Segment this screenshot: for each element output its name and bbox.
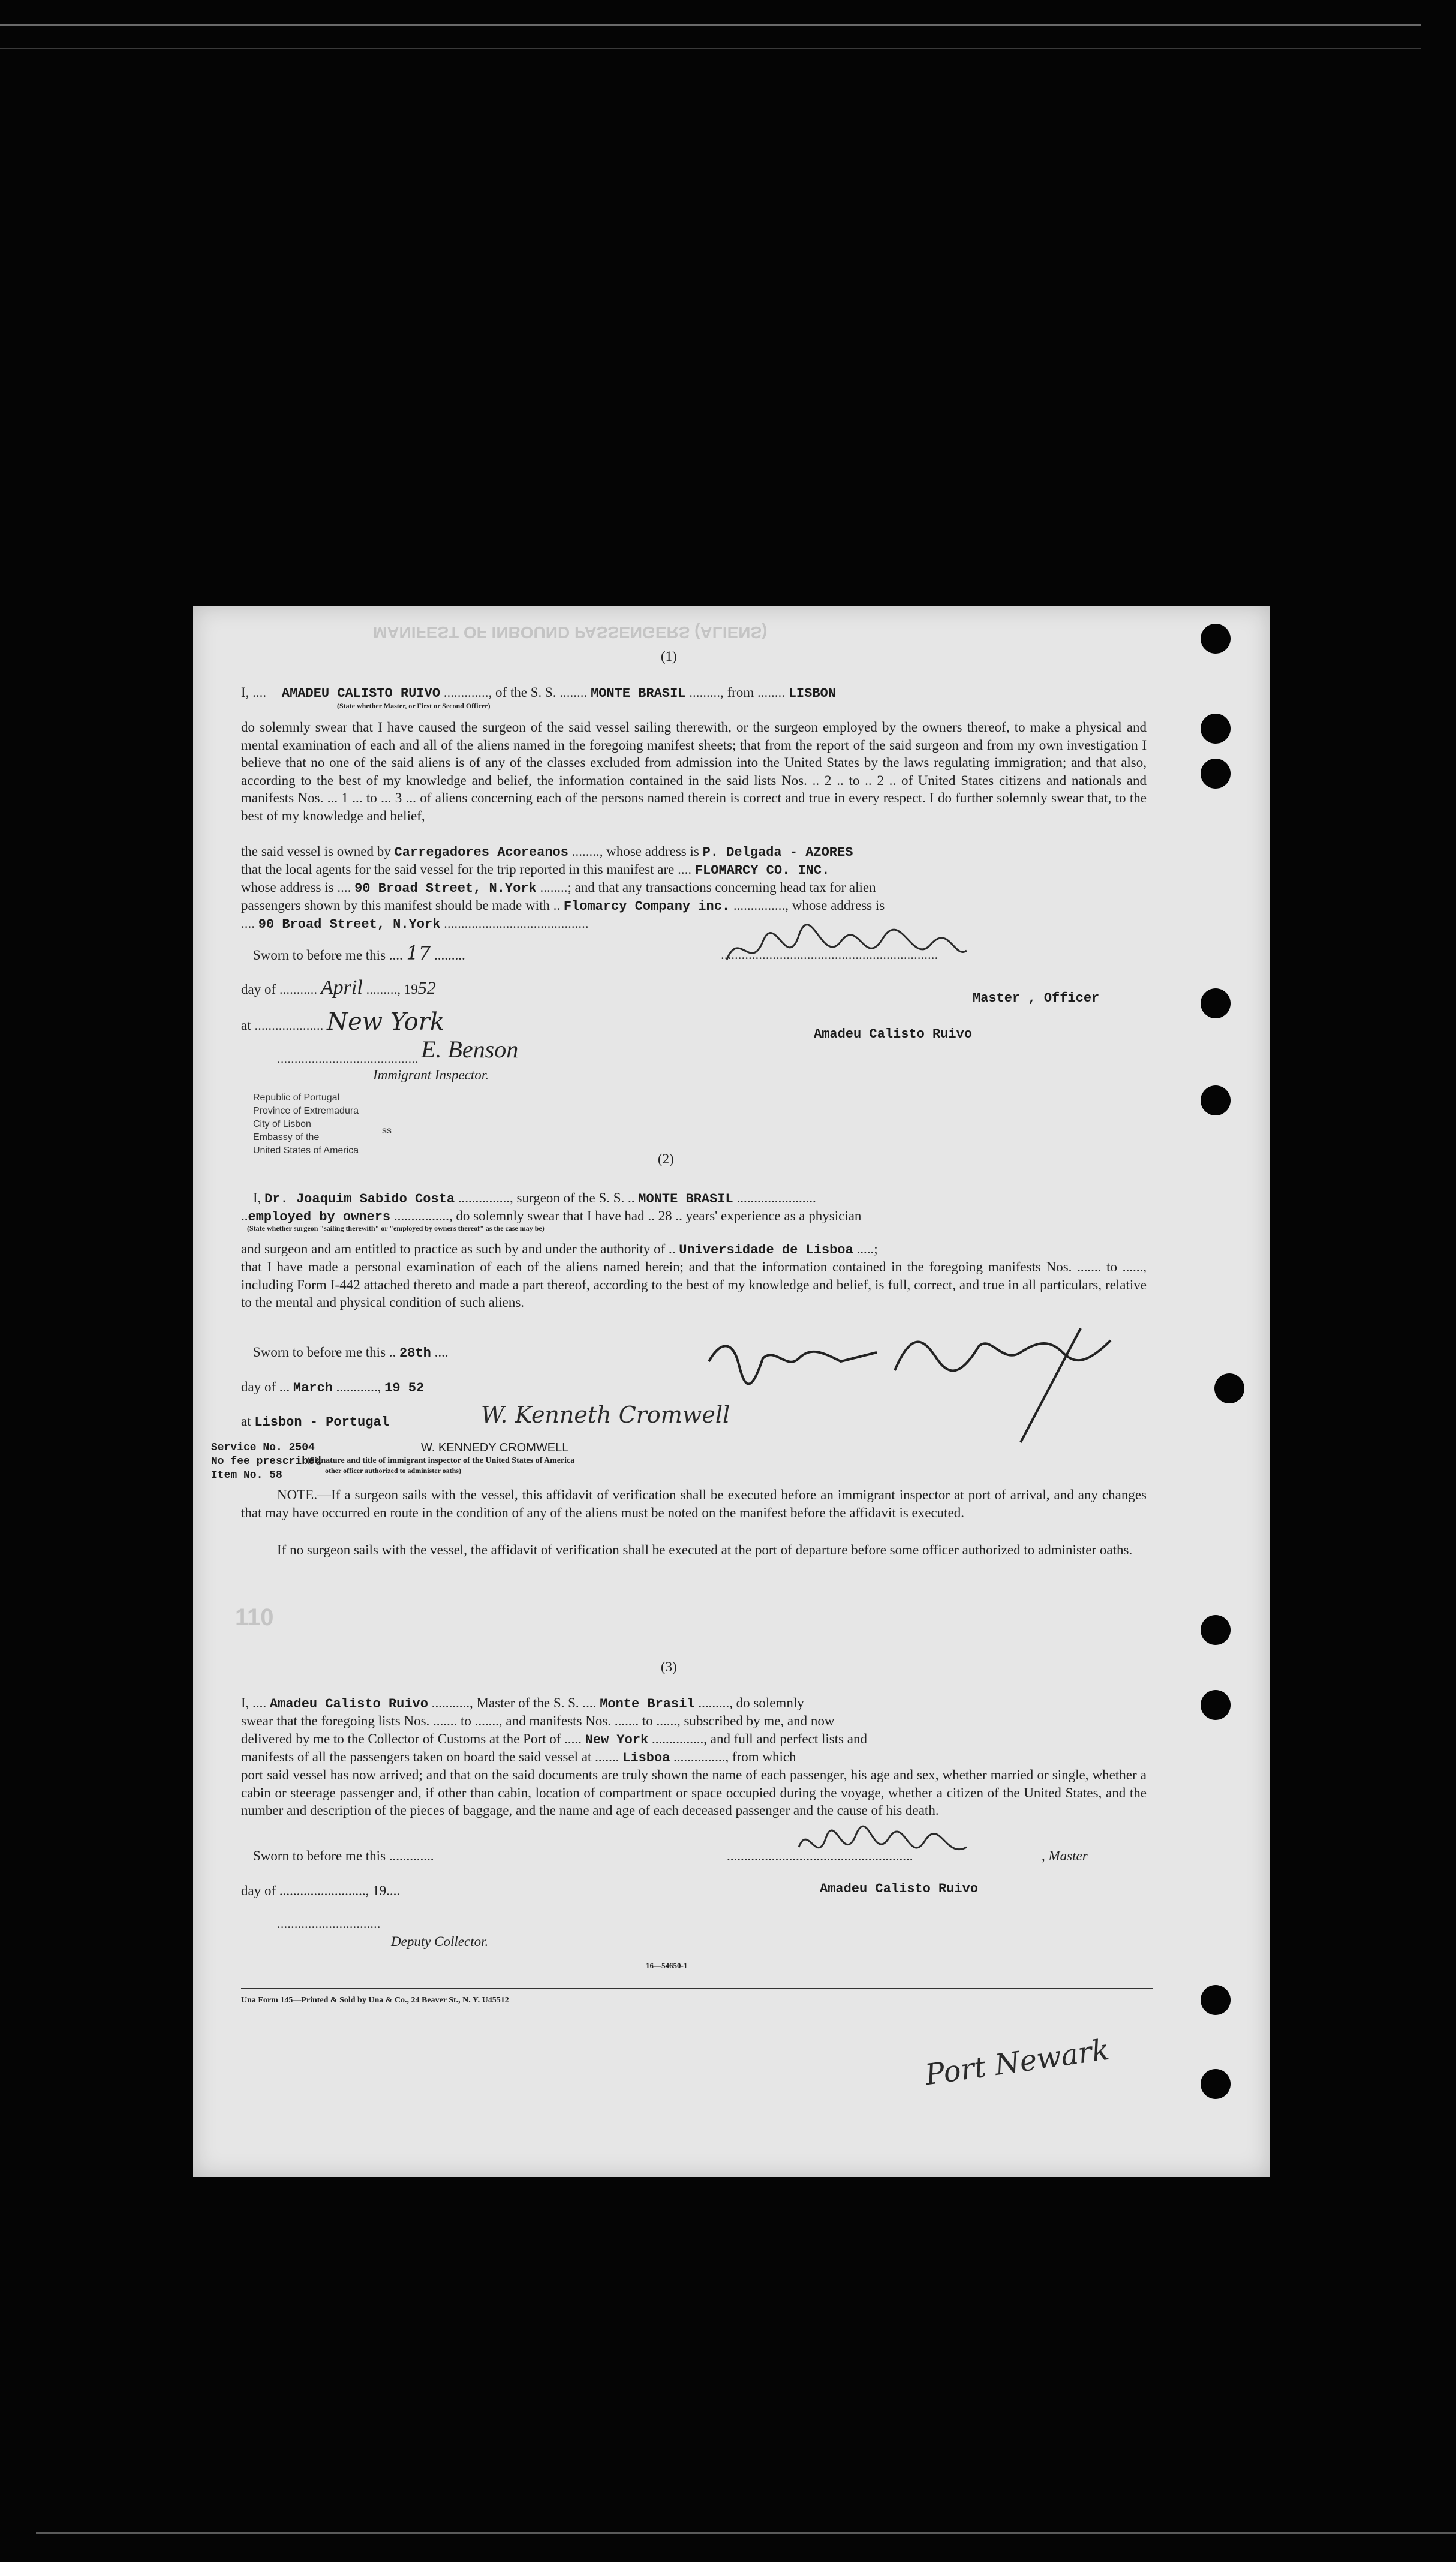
employed-line: ..employed by owners ................, do solemnly swear that I have had .. 28 .. years' experience as a physician xyxy=(241,1208,862,1225)
surgeon-of-label: ..............., surgeon of the S. S. .. xyxy=(458,1190,635,1205)
at-line-1 xyxy=(241,1008,445,1036)
oath-paragraph-1: do solemnly swear that I have caused the surgeon of the said vessel sailing therewith, or the surgeon employed by the owners thereof, to make a physical and mental examination of each and all of the aliens named in the foregoing manifest sheets; that from the report of the said surgeon and from my own investigation I believe that no one of the said aliens is of any of the classes excluded from admission into the United States by the laws regulating immigration; and that also, according to the best of my knowledge and belief, the information contained in the said lists Nos. .. 2 .. to .. 2 .. of United States citizens and nationals and manifests Nos. ... 1 ... to ... 3 ... of aliens concerning each of the persons named therein is correct and true in every respect. I do further solemnly swear that, to the best of my knowledge and belief, xyxy=(241,720,1147,823)
inspector-dots: ......................................... xyxy=(277,1051,419,1066)
employed-by: employed by owners xyxy=(248,1210,391,1225)
stamp-line: United States of America xyxy=(253,1145,359,1156)
head-tax-line xyxy=(241,897,885,915)
day-label-2: day of ... xyxy=(241,1379,290,1394)
consul-typed-name: W. KENNEDY CROMWELL xyxy=(421,1441,569,1454)
surgeon-signature xyxy=(697,1304,1129,1448)
owner-address: P. Delgada - AZORES xyxy=(702,845,853,860)
at-line-2 xyxy=(241,1412,389,1431)
section-3-number: (3) xyxy=(661,1659,677,1674)
handwritten-note: Port Newark xyxy=(923,2032,1112,2092)
solemnly-label: ........., do solemnly xyxy=(698,1695,804,1710)
master-line-3 xyxy=(241,1694,804,1713)
service-number: Service No. 2504 xyxy=(211,1442,315,1454)
sworn-line-2: Sworn to before me this .. 28th .... xyxy=(253,1345,449,1361)
printer-line: Una Form 145—Printed & Sold by Una & Co., 24 Beaver St., N. Y. U45512 xyxy=(241,1996,509,2005)
agents-address-line xyxy=(241,879,876,897)
sworn-line-3: Sworn to before me this ............. xyxy=(253,1848,434,1863)
day-line-3: day of ........................., 19.... xyxy=(241,1883,401,1898)
year-label: , 19 xyxy=(397,982,418,997)
day-label: day of ........... xyxy=(241,982,318,997)
master-signature-1 xyxy=(721,918,973,984)
owned-by-label: the said vessel is owned by xyxy=(241,844,391,859)
delivered-label: delivered by me to the Collector of Customs at the Port of ..... xyxy=(241,1731,582,1746)
footer-rule xyxy=(241,1988,1153,1989)
boarded-at: Lisboa xyxy=(622,1751,670,1766)
manifests-label: manifests of all the passengers taken on board the said vessel at ....... xyxy=(241,1749,619,1764)
punch-hole xyxy=(1214,1373,1244,1403)
swear-line-3: swear that the foregoing lists Nos. ....... to ......., and manifests Nos. ....... to ......, subscribed by me, and now xyxy=(241,1713,835,1728)
item-number: Item No. 58 xyxy=(211,1469,282,1481)
surgeon-paragraph: that I have made a personal examination of each of the aliens named herein; and that the information contained in the foregoing manifests Nos. ....... to ......, including Form I-442 attached thereto and made a part thereof, according to the best of my knowledge and belief, is full, correct, and true in all particulars, relative to the mental and physical condition of such aliens. xyxy=(241,1259,1147,1310)
oath-intro xyxy=(241,684,836,702)
delivered-line xyxy=(241,1730,867,1749)
last-address-line: .... 90 Broad Street, N.York .......................................... xyxy=(241,916,589,932)
surgeon-hint: (State whether surgeon "sailing therewith" or "employed by owners thereof" as the case may be) xyxy=(247,1224,545,1232)
punch-hole xyxy=(1201,988,1231,1018)
agents-name: FLOMARCY CO. INC. xyxy=(694,863,830,878)
stamp-line: Province of Extremadura xyxy=(253,1106,359,1116)
stamp-line: Embassy of the xyxy=(253,1132,320,1142)
authority-name: Universidade de Lisboa xyxy=(679,1243,853,1258)
surgeon-vessel: MONTE BRASIL xyxy=(638,1192,733,1207)
punch-hole xyxy=(1201,1615,1231,1645)
sworn-line-1: Sworn to before me this .... 17 ......... xyxy=(253,942,465,964)
stamp-ss: ss xyxy=(382,1126,392,1136)
owner-address-label: ........, whose address is xyxy=(571,844,699,859)
officer-hint: (State whether Master, or First or Second Officer) xyxy=(337,702,491,710)
sworn-place-2: Lisbon - Portugal xyxy=(254,1415,389,1430)
authority-label: and surgeon and am entitled to practice as such by and under the authority of .. xyxy=(241,1241,676,1256)
agents-label: that the local agents for the said vessel for the trip reported in this manifest are .... xyxy=(241,862,692,877)
sworn-label-2: Sworn to before me this .. xyxy=(253,1345,396,1360)
inspector-title: Immigrant Inspector. xyxy=(373,1068,489,1082)
agents-line xyxy=(241,861,829,879)
consul-title-2: other officer authorized to administer oaths) xyxy=(325,1466,461,1475)
punch-hole xyxy=(1201,759,1231,789)
punch-hole xyxy=(1201,714,1231,744)
manifest-page xyxy=(193,606,1270,2177)
sworn-day: 17 xyxy=(406,942,431,964)
bleed-through-number: 110 xyxy=(235,1604,274,1631)
sworn-day-2: 28th xyxy=(399,1346,431,1361)
consular-stamp xyxy=(253,1091,385,1157)
vessel-name: MONTE BRASIL xyxy=(591,686,686,701)
surgeon-name: Dr. Joaquim Sabido Costa xyxy=(264,1192,455,1207)
note-paragraph: NOTE.—If a surgeon sails with the vessel, this affidavit of verification shall be executed before an immigrant inspector at port of arrival, and any changes that may have occurred en route in the condition of any of the aliens must be noted on the manifest before the affidavit is executed. xyxy=(241,1487,1147,1520)
bottom-film-edge xyxy=(36,2532,1456,2534)
punch-hole xyxy=(1201,624,1231,654)
manifests-tail: ..............., from which xyxy=(673,1749,796,1764)
surgeon-line: I, Dr. Joaquim Sabido Costa ..............., surgeon of the S. S. .. MONTE BRASIL ....................... xyxy=(253,1190,816,1207)
master-typed-name-3: Amadeu Calisto Ruivo xyxy=(820,1881,979,1896)
agents-address: 90 Broad Street, N.York xyxy=(354,881,537,896)
port-from: LISBON xyxy=(788,686,836,701)
section-1-number: (1) xyxy=(661,649,677,664)
agents-address-label: whose address is .... xyxy=(241,880,351,895)
head-tax-label: passengers shown by this manifest should be made with .. xyxy=(241,898,564,913)
master-paragraph-3: port said vessel has now arrived; and that on the said documents are truly shown the name of each passenger, his age and sex, whether married or single, whether a cabin or steerage passenger and, if other than cabin, location of compartment or space occupied during the voyage, whether a citizen of the United States, and the number and description of the pieces of baggage, and the name and age of each deceased passenger and the cause of his death. xyxy=(241,1767,1147,1818)
head-tax-address: 90 Broad Street, N.York xyxy=(258,917,441,932)
surgeon-i: I, xyxy=(253,1190,261,1205)
head-tax-intro: ........; and that any transactions concerning head tax for alien xyxy=(540,880,876,895)
punch-hole xyxy=(1201,1085,1231,1115)
master-typed-name: Amadeu Calisto Ruivo xyxy=(814,1027,973,1042)
sworn-month-2: March xyxy=(293,1381,333,1396)
master-signature-3 xyxy=(793,1817,973,1871)
master-office-label: Master , Officer xyxy=(973,991,1100,1006)
consul-signature: W. Kenneth Cromwell xyxy=(481,1402,730,1428)
sworn-place: New York xyxy=(327,1008,445,1036)
stamp-line: Republic of Portugal xyxy=(253,1093,340,1103)
master-name-3: Amadeu Calisto Ruivo xyxy=(269,1697,428,1712)
delivered-port: New York xyxy=(585,1733,649,1748)
punch-hole xyxy=(1201,2069,1231,2099)
oath-i: I, .... xyxy=(241,685,267,700)
inspector-signature: E. Benson xyxy=(421,1036,519,1063)
master-name: AMADEU CALISTO RUIVO xyxy=(281,686,440,701)
form-code: 16—54650-1 xyxy=(646,1961,688,1970)
head-tax-company: Flomarcy Company inc. xyxy=(563,899,730,914)
master-of-label: ..........., Master of the S. S. .... xyxy=(431,1695,597,1710)
collector-title: Deputy Collector. xyxy=(391,1934,489,1949)
day-line-1: day of ........... April ........., 1952 xyxy=(241,976,436,999)
bleed-through-title: MANIFEST OF INBOUND PASSENGERS (ALIENS) xyxy=(373,623,768,642)
punch-hole xyxy=(1201,1985,1231,2015)
manifests-line xyxy=(241,1748,796,1767)
of-ss-label: ............., of the S. S. ........ xyxy=(443,685,588,700)
owner-name: Carregadores Acoreanos xyxy=(394,845,568,860)
master-label-3: , Master xyxy=(1042,1848,1088,1863)
from-label: ........., from ........ xyxy=(689,685,785,700)
sworn-year-2: 19 52 xyxy=(384,1381,425,1396)
sworn-year: 52 xyxy=(417,978,436,998)
collector-dots: .............................. xyxy=(277,1916,381,1931)
day-line-2: day of ... March ............, 19 52 xyxy=(241,1379,425,1396)
note-paragraph-2: If no surgeon sails with the vessel, the affidavit of verification shall be executed at the port of departure before some officer authorized to administer oaths. xyxy=(277,1542,1133,1557)
consul-title: (Signature and title of immigrant inspector of the United States of America xyxy=(307,1456,575,1465)
punch-hole xyxy=(1201,1690,1231,1720)
master-i-3: I, .... xyxy=(241,1695,267,1710)
top-film-edge-2 xyxy=(0,48,1421,49)
master-signature-line-3: ...................................................... xyxy=(727,1848,913,1863)
master-signature-dots: ............................................................... xyxy=(721,947,938,962)
sworn-month: April xyxy=(320,976,363,999)
authority-line: and surgeon and am entitled to practice as such by and under the authority of .. Universidade de Lisboa .....; xyxy=(241,1241,878,1258)
top-film-edge xyxy=(0,24,1421,26)
head-tax-tail: ..............., whose address is xyxy=(733,898,885,913)
delivered-tail: ..............., and full and perfect lists and xyxy=(652,1731,867,1746)
at-label: at .................... xyxy=(241,1018,324,1033)
sworn-label: Sworn to before me this .... xyxy=(253,948,403,963)
owner-line xyxy=(241,843,853,861)
no-fee: No fee prescribed xyxy=(211,1456,321,1468)
stamp-line: City of Lisbon xyxy=(253,1119,311,1129)
section-2-number: (2) xyxy=(658,1151,674,1166)
experience-label: ................, do solemnly swear that I have had .. 28 .. years' experience as a physician xyxy=(393,1208,862,1223)
at-label-2: at xyxy=(241,1414,251,1429)
vessel-name-3: Monte Brasil xyxy=(600,1697,695,1712)
